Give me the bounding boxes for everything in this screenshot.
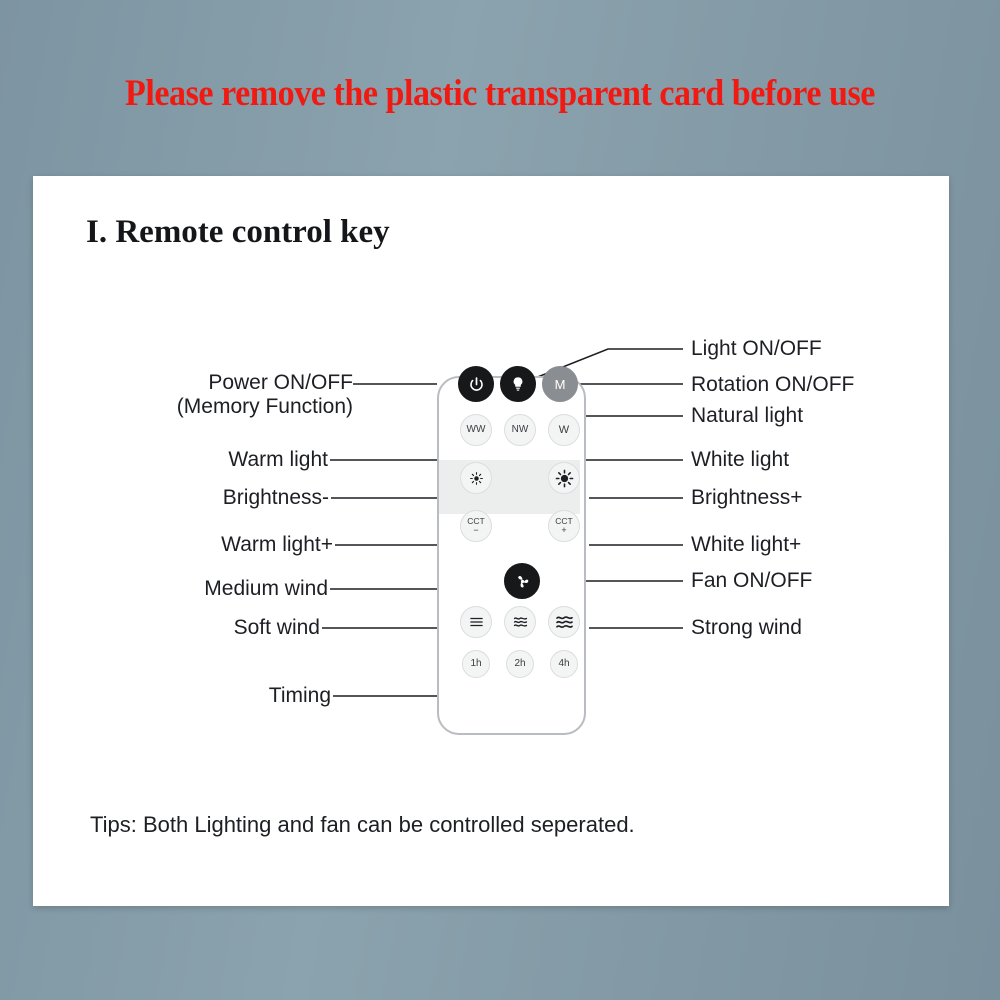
wind-medium-icon	[512, 615, 529, 629]
label-brightness-down: Brightness-	[222, 486, 329, 509]
tips-text: Tips: Both Lighting and fan can be controlled seperated.	[90, 812, 635, 837]
label-natural-light: Natural light	[691, 404, 804, 427]
label-timing: Timing	[268, 684, 331, 707]
label-soft-wind: Soft wind	[233, 616, 320, 639]
label-strong-wind: Strong wind	[691, 616, 802, 639]
key-brightness-plus[interactable]	[548, 462, 580, 494]
key-natural-white[interactable]: NW	[504, 414, 536, 446]
label-warm-light-plus: Warm light+	[221, 533, 333, 556]
instruction-card	[33, 176, 949, 906]
label-warm-light: Warm light	[228, 448, 328, 471]
label-power-onoff-line1: Power ON/OFF	[208, 371, 353, 394]
warning-banner: Please remove the plastic transparent card before use	[125, 73, 875, 114]
key-cct-minus[interactable]	[460, 510, 492, 542]
sun-large-icon	[555, 469, 574, 488]
key-cct-minus-text: CCT	[467, 516, 485, 527]
key-timer-2h[interactable]: 2h	[506, 650, 534, 678]
sun-small-icon	[469, 471, 484, 486]
label-power-onoff	[173, 371, 353, 419]
key-cct-plus[interactable]	[548, 510, 580, 542]
label-rotation-onoff: Rotation ON/OFF	[691, 373, 855, 396]
label-fan-onoff: Fan ON/OFF	[691, 569, 813, 592]
key-timer-1h[interactable]: 1h	[462, 650, 490, 678]
key-light-onoff[interactable]	[500, 366, 536, 402]
wind-soft-icon	[468, 615, 485, 629]
page-title: I. Remote control key	[86, 214, 390, 250]
key-white[interactable]: W	[548, 414, 580, 446]
key-warm-white[interactable]: WW	[460, 414, 492, 446]
fan-icon	[513, 572, 532, 591]
label-power-onoff-line2: (Memory Function)	[176, 395, 353, 418]
key-fan-onoff[interactable]	[504, 563, 540, 599]
key-wind-medium[interactable]	[504, 606, 536, 638]
key-rotation-onoff[interactable]: M	[542, 366, 578, 402]
label-white-light-plus: White light+	[691, 533, 802, 556]
key-timer-4h[interactable]: 4h	[550, 650, 578, 678]
label-light-onoff: Light ON/OFF	[691, 337, 822, 360]
light-bulb-icon	[509, 375, 527, 393]
label-medium-wind: Medium wind	[204, 577, 328, 600]
label-brightness-up: Brightness+	[691, 486, 803, 509]
wind-strong-icon	[555, 614, 574, 630]
power-icon	[468, 376, 485, 393]
label-white-light: White light	[691, 448, 790, 471]
key-cct-plus-text: CCT	[555, 516, 573, 527]
key-wind-soft[interactable]	[460, 606, 492, 638]
key-wind-strong[interactable]	[548, 606, 580, 638]
key-cct-plus-sub: +	[561, 524, 567, 535]
key-brightness-minus[interactable]	[460, 462, 492, 494]
key-cct-minus-sub: −	[473, 524, 479, 535]
key-power-onoff[interactable]	[458, 366, 494, 402]
